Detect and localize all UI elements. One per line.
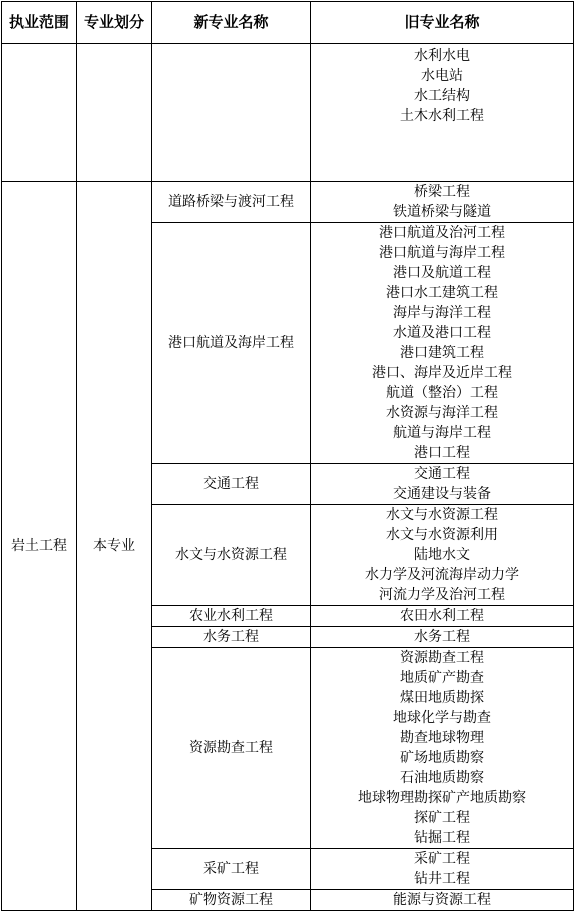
header-scope: 执业范围 xyxy=(2,2,77,44)
old-name: 水力学及河流海岸动力学 xyxy=(365,567,519,583)
scope-cell: 岩土工程 xyxy=(2,182,77,911)
old-name: 港口及航道工程 xyxy=(393,265,491,281)
table-row xyxy=(2,182,574,223)
continued-new-cell xyxy=(152,44,311,182)
old-name: 钻井工程 xyxy=(414,871,470,887)
old-name: 港口建筑工程 xyxy=(400,345,484,361)
old-name: 港口工程 xyxy=(414,445,470,461)
old-name: 地球化学与勘查 xyxy=(393,710,491,726)
old-name: 地质矿产勘查 xyxy=(400,670,484,686)
old-name: 能源与资源工程 xyxy=(393,892,491,908)
old-name: 港口、海岸及近岸工程 xyxy=(372,365,512,381)
majors-table xyxy=(1,1,574,911)
old-names-cell xyxy=(311,648,574,849)
new-major-cell: 交通工程 xyxy=(152,464,311,505)
old-name: 资源勘查工程 xyxy=(400,650,484,666)
division-cell: 本专业 xyxy=(77,182,152,911)
old-name: 水文与水资源利用 xyxy=(386,527,498,543)
old-name: 港口水工建筑工程 xyxy=(386,285,498,301)
old-names-cell xyxy=(311,505,574,606)
old-name: 钻掘工程 xyxy=(414,830,470,846)
old-name: 海岸与海洋工程 xyxy=(393,305,491,321)
old-names-cell xyxy=(311,627,574,648)
old-name: 河流力学及治河工程 xyxy=(379,587,505,603)
old-names-cell xyxy=(311,890,574,911)
old-name: 航道与海岸工程 xyxy=(393,425,491,441)
old-name: 土木水利工程 xyxy=(400,108,484,124)
header-old-name: 旧专业名称 xyxy=(311,2,574,44)
old-name: 港口航道与海岸工程 xyxy=(379,245,505,261)
new-major-cell: 资源勘查工程 xyxy=(152,648,311,849)
old-name: 探矿工程 xyxy=(414,810,470,826)
new-major-cell: 道路桥梁与渡河工程 xyxy=(152,182,311,223)
header-new-name: 新专业名称 xyxy=(152,2,311,44)
new-major-cell: 采矿工程 xyxy=(152,849,311,890)
new-major-cell: 港口航道及海岸工程 xyxy=(152,223,311,464)
continued-scope-cell xyxy=(2,44,77,182)
old-name: 采矿工程 xyxy=(414,851,470,867)
header-division: 专业划分 xyxy=(77,2,152,44)
header-row xyxy=(2,2,574,44)
old-name: 水工结构 xyxy=(414,88,470,104)
old-name: 桥梁工程 xyxy=(414,184,470,200)
old-name: 水道及港口工程 xyxy=(393,325,491,341)
old-name: 水务工程 xyxy=(414,629,470,645)
old-name: 石油地质勘察 xyxy=(400,770,484,786)
new-major-cell: 矿物资源工程 xyxy=(152,890,311,911)
old-name: 地球物理勘探矿产地质勘察 xyxy=(358,790,526,806)
old-name: 水利水电 xyxy=(414,48,470,64)
old-names-cell xyxy=(311,223,574,464)
old-name: 交通建设与装备 xyxy=(393,486,491,502)
old-names-cell xyxy=(311,606,574,627)
old-name: 农田水利工程 xyxy=(400,608,484,624)
old-name: 陆地水文 xyxy=(414,547,470,563)
old-names-cell xyxy=(311,849,574,890)
old-name: 勘查地球物理 xyxy=(400,730,484,746)
old-name: 港口航道及治河工程 xyxy=(379,225,505,241)
old-name: 航道（整治）工程 xyxy=(386,385,498,401)
continued-row xyxy=(2,44,574,182)
old-name: 水资源与海洋工程 xyxy=(386,405,498,421)
old-name: 交通工程 xyxy=(414,466,470,482)
continued-old-names xyxy=(311,44,574,182)
old-names-cell xyxy=(311,464,574,505)
old-names-cell xyxy=(311,182,574,223)
new-major-cell: 水务工程 xyxy=(152,627,311,648)
continued-division-cell xyxy=(77,44,152,182)
new-major-cell: 水文与水资源工程 xyxy=(152,505,311,606)
old-name: 水文与水资源工程 xyxy=(386,507,498,523)
new-major-cell: 农业水利工程 xyxy=(152,606,311,627)
old-name: 水电站 xyxy=(421,68,463,84)
old-name: 铁道桥梁与隧道 xyxy=(393,204,491,220)
old-name: 矿场地质勘察 xyxy=(400,750,484,766)
old-name: 煤田地质勘探 xyxy=(400,690,484,706)
